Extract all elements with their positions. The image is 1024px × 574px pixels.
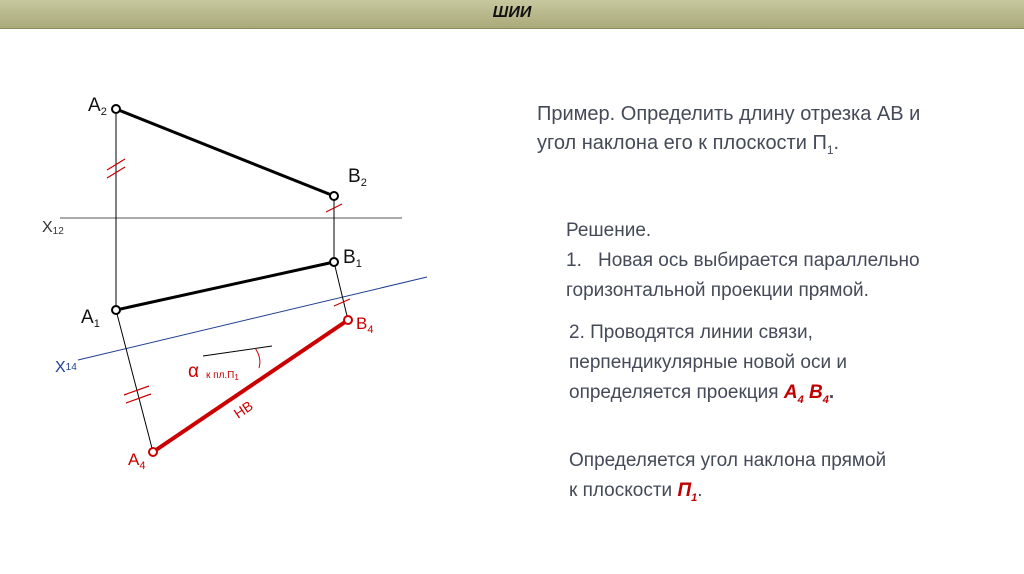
problem-statement [537,100,1007,165]
header-title: ШИИ [492,4,532,21]
step-1-line-2: горизонтальной проекции прямой. [566,280,869,301]
axis-x14 [78,277,427,360]
segment-a2-b2 [116,109,334,196]
step-2-line-2: перпендикулярные новой оси и [569,352,847,373]
link-line-b1-b4 [334,262,348,320]
step-2-line-1: 2. Проводятся линии связи, [569,322,813,343]
step-2-block [569,318,847,415]
angle-line-2: к плоскости $П_1$. [569,480,703,504]
step-1-line-1: 1. Новая ось выбирается параллельно [566,250,920,271]
label-x14: X14 [55,359,77,376]
segment-a1-b1 [116,262,334,310]
tick-marks-a4 [124,386,151,403]
solution-block [566,216,920,306]
tick-mark-b4 [334,299,350,306]
point-b1 [330,258,338,266]
point-b4 [344,316,352,324]
label-a2: $A_2$ [88,95,107,118]
label-alpha: α [188,361,199,382]
link-line-a1-a4 [116,310,153,452]
label-a1: $A_1$ [81,307,100,330]
label-true-length: НВ [230,397,256,422]
angle-line-1: Определяется угол наклона прямой [569,450,887,471]
label-x12: X12 [42,219,64,237]
point-a2 [112,105,120,113]
angle-block [569,446,886,513]
label-b4: $B_4$ [356,314,374,336]
angle-arc [255,348,260,368]
point-a4 [149,448,157,456]
problem-line-2: угол наклона его к плоскости $П_1$. [537,132,840,157]
label-a4: $A_4$ [128,450,146,472]
angle-reference-line [203,346,272,356]
step-2-line-3: определяется проекция $А_4$ $В_4$. [569,382,835,406]
point-a1 [112,306,120,314]
solution-title: Решение. [566,220,652,241]
label-b2: $B_2$ [348,166,367,189]
problem-line-1: Пример. Определить длину отрезка АВ и [537,103,921,125]
label-alpha-note: к $пл.П_1$ [206,370,239,382]
label-b1: $B_1$ [343,247,362,270]
point-b2 [330,192,338,200]
segment-a4-b4 [153,320,348,452]
